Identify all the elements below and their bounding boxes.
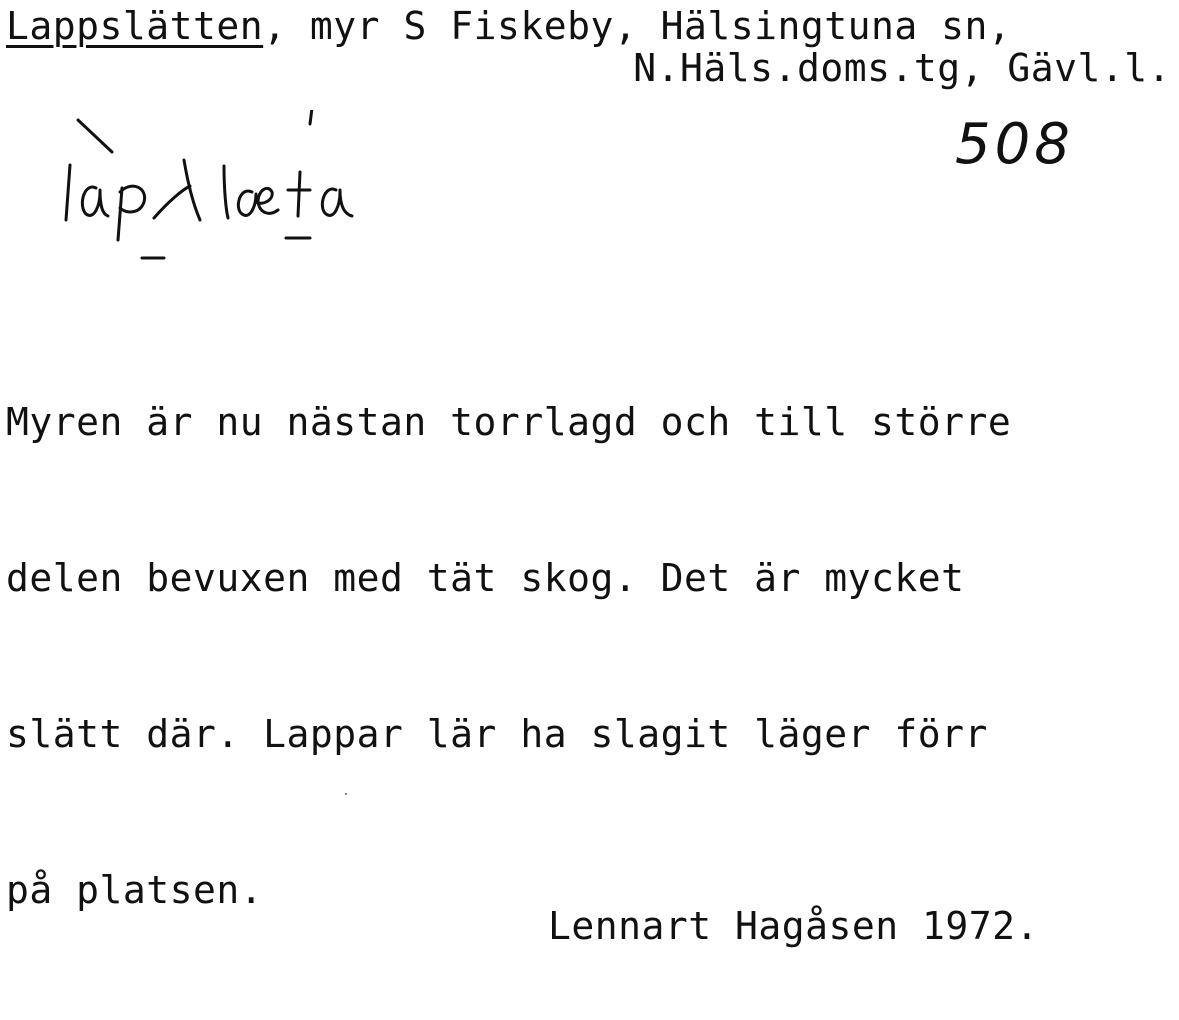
handwritten-pronunciation — [48, 110, 448, 280]
body-line: på platsen. — [6, 868, 264, 912]
header-line-2: N.Häls.doms.tg, Gävl.l. — [633, 46, 1171, 90]
body-line: delen bevuxen med tät skog. Det är mycket — [6, 556, 965, 600]
place-name: Lappslätten — [6, 4, 264, 48]
body-line: slätt där. Lappar lär ha slagit läger förr — [6, 712, 988, 756]
signature: Lennart Hagåsen 1972. — [548, 904, 1039, 948]
body-line: Myren är nu nästan torrlagd och till större — [6, 400, 1012, 444]
header-location-details: , myr S Fiskeby, Hälsingtuna sn, — [263, 4, 1012, 48]
handwritten-number: 508 — [955, 112, 1074, 177]
ink-speck — [345, 793, 347, 795]
